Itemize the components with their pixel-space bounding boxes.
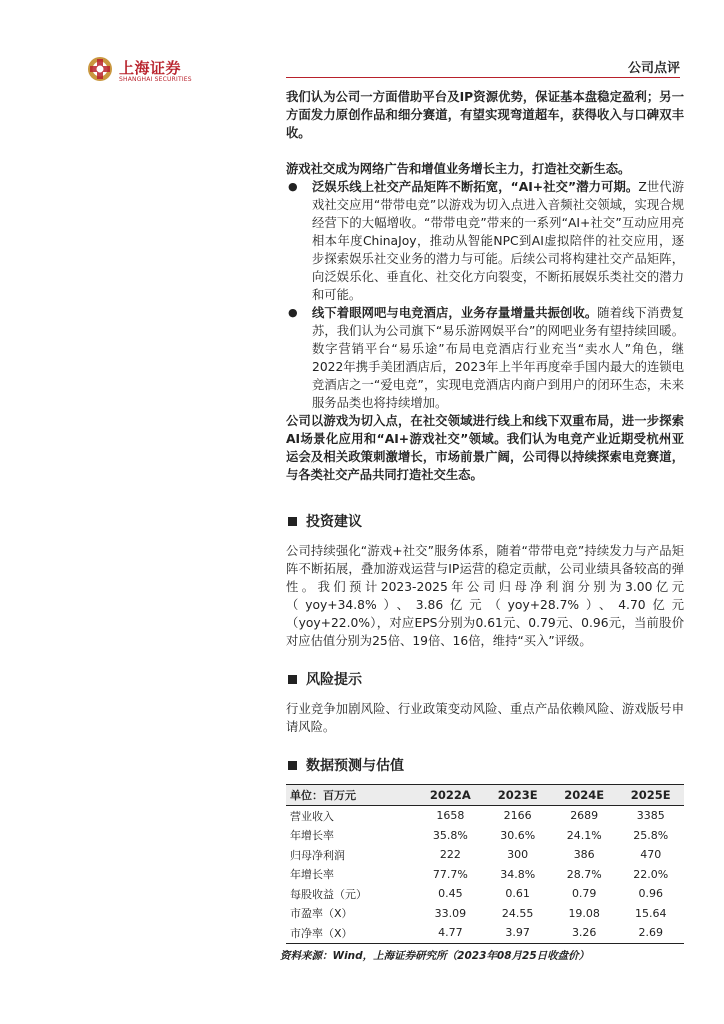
table-cell: 3385 — [636, 809, 665, 823]
table-col-header: 2025E — [630, 788, 671, 802]
section-square-icon — [288, 675, 297, 684]
forecast-section-title: 数据预测与估值 — [286, 756, 684, 776]
table-col-header: 2022A — [429, 788, 471, 802]
bullet-online-social — [286, 178, 684, 304]
row-label: 归母净利润 — [290, 848, 345, 862]
table-row — [286, 845, 684, 865]
investment-text: 公司持续强化“游戏+社交”服务体系，随着“带带电竞”持续发力与产品矩阵不断拓展，叠加游戏运营与IP运营的稳定贡献，公司业绩具备较高的弹性。我们预计2023-2025年公司归母净利润分别为3.00亿元（yoy+34.8%）、3.86亿元（yoy+28.7%）、4.70亿元（yoy+22.0%），对应EPS分别为0.61元、0.79元、0.96元，当前股价对应估值分别为25倍、19倍、16倍，维持“买入”评级。 — [286, 544, 684, 648]
table-row — [286, 865, 684, 885]
row-label: 年增长率 — [290, 829, 334, 843]
table-source-note: 资料来源：Wind，上海证券研究所（2023年08月25日收盘价） — [280, 949, 590, 962]
table-cell: 3.26 — [571, 926, 597, 940]
table-cell: 3.97 — [505, 926, 530, 940]
logo-text-en: SHANGHAI SECURITIES — [119, 76, 192, 83]
bullet2-heading: 线下着眼网吧与电竞酒店，业务存量增量共振创收。 — [312, 306, 598, 320]
table-header-row — [286, 785, 684, 806]
row-label: 市盈率（X） — [290, 907, 353, 921]
table-cell: 0.61 — [505, 887, 530, 901]
main-content — [280, 88, 684, 963]
table-cell: 34.8% — [500, 867, 536, 881]
table-cell: 2689 — [570, 809, 599, 823]
table-cell: 24.1% — [566, 828, 602, 842]
row-label: 市净率（X） — [290, 926, 353, 940]
table-cell: 28.7% — [566, 867, 602, 881]
table-cell: 2.69 — [638, 926, 663, 940]
table-cell: 35.8% — [432, 828, 468, 842]
table-cell: 300 — [507, 848, 529, 862]
table-cell: 0.79 — [571, 887, 597, 901]
risk-text: 行业竞争加剧风险、行业政策变动风险、重点产品依赖风险、游戏版号申请风险。 — [286, 702, 684, 734]
table-cell: 77.7% — [432, 867, 468, 881]
table-row — [286, 806, 684, 826]
bullet-dot-icon: ● — [288, 306, 298, 319]
table-cell: 30.6% — [500, 828, 536, 842]
report-type-label: 公司点评 — [627, 61, 680, 76]
table-cell: 22.0% — [633, 867, 669, 881]
logo-text-cn: 上海证券 — [119, 59, 182, 77]
table-cell: 15.64 — [634, 906, 667, 920]
header-divider — [286, 77, 680, 78]
bullet2-text: 随着线下消费复苏，我们认为公司旗下“易乐游网娱平台”的网吧业务有望持续回暖。数字营销平台“易乐途”布局电竞酒店行业充当“卖水人”角色，继2022年携手美团酒店后，2023年上半年再度牵手国内最大的连锁电竞酒店之一“爱电竞”，实现电竞酒店内商户到用户的闭环生态，未来服务品类也将持续增加。 — [312, 306, 684, 410]
section-square-icon — [288, 517, 297, 526]
table-cell: 19.08 — [568, 906, 600, 920]
row-label: 营业收入 — [290, 809, 334, 823]
table-cell: 2166 — [503, 809, 532, 823]
logo-mark-icon — [86, 55, 114, 83]
table-cell: 33.09 — [434, 906, 467, 920]
page-header — [0, 0, 724, 86]
table-unit-label: 单位：百万元 — [290, 789, 356, 802]
bullet1-heading: 泛娱乐线上社交产品矩阵不断拓宽，“AI+社交”潜力可期。 — [312, 180, 639, 194]
bullet-offline-esports — [286, 304, 684, 412]
table-row — [286, 826, 684, 846]
table-row — [286, 904, 684, 924]
investment-section-title: 投资建议 — [286, 512, 684, 532]
forecast-table — [286, 784, 684, 944]
intro-summary: 我们认为公司一方面借助平台及IP资源优势，保证基本盘稳定盈利；另一方面发力原创作品和细分赛道，有望实现弯道超车，获得收入与口碑双丰收。 — [286, 90, 684, 140]
bullet1-text: Z世代游戏社交应用“带带电竞”以游戏为切入点进入音频社交领域，实现合规经营下的大幅增收。“带带电竞”带来的一系列“AI+社交”互动应用亮相本年度ChinaJoy，推动从智能NPC到AI虚拟陪伴的社交应用，逐步探索娱乐社交业务的潜力与可能。后续公司将构建社交产品矩阵，向泛娱乐化、垂直化、社交化方向裂变，不断拓展娱乐类社交的潜力和可能。 — [312, 180, 684, 302]
table-cell: 1658 — [436, 809, 465, 823]
table-cell: 0.96 — [638, 887, 663, 901]
table-cell: 222 — [439, 848, 461, 862]
table-cell: 0.45 — [438, 887, 463, 901]
table-cell: 4.77 — [438, 926, 463, 940]
table-row — [286, 884, 684, 904]
table-row — [286, 923, 684, 943]
table-cell: 386 — [573, 848, 595, 862]
table-col-header: 2024E — [564, 788, 605, 802]
table-cell: 24.55 — [501, 906, 534, 920]
social-heading: 游戏社交成为网络广告和增值业务增长主力，打造社交新生态。 — [286, 162, 631, 176]
section-square-icon — [288, 761, 297, 770]
table-col-header: 2023E — [497, 788, 538, 802]
bullet-dot-icon: ● — [288, 180, 298, 193]
row-label: 每股收益（元） — [290, 887, 367, 901]
row-label: 年增长率 — [290, 868, 334, 882]
intro-closing: 公司以游戏为切入点，在社交领域进行线上和线下双重布局，进一步探索AI场景化应用和“AI+游戏社交”领域。我们认为电竞产业近期受杭州亚运会及相关政策刺激增长，市场前景广阔，公司得以持续探索电竞赛道，与各类社交产品共同打造社交生态。 — [286, 414, 684, 482]
table-cell: 470 — [640, 848, 662, 862]
company-logo — [86, 55, 192, 85]
risk-section-title: 风险提示 — [286, 670, 684, 690]
table-cell: 25.8% — [633, 828, 669, 842]
